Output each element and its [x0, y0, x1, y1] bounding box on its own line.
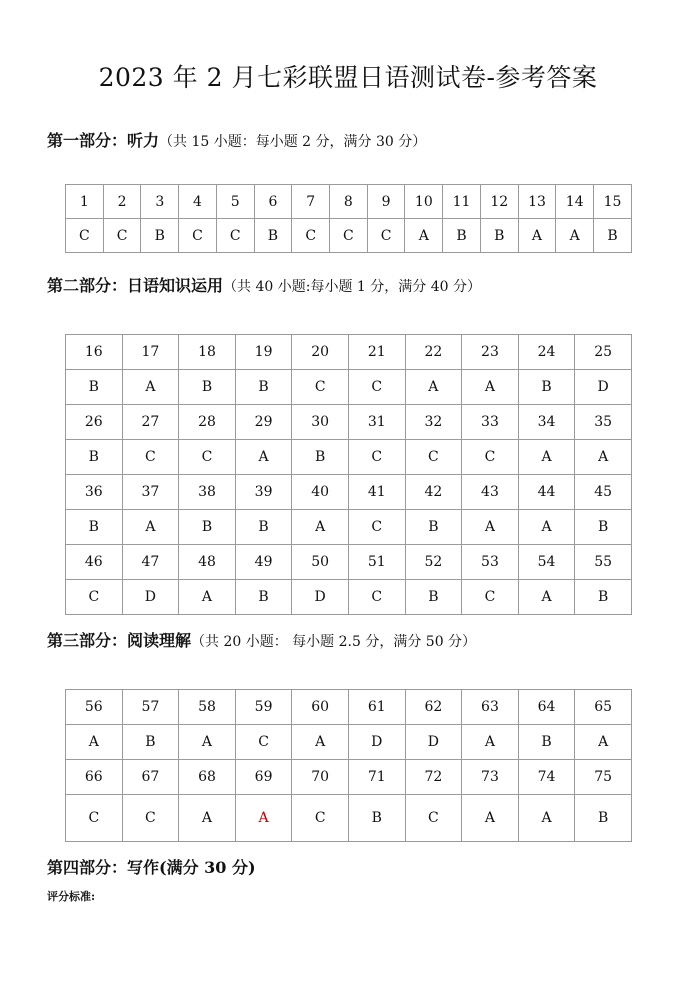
question-number-cell: 43 — [462, 475, 519, 510]
answer-cell: B — [405, 580, 462, 615]
answer-cell: D — [292, 580, 349, 615]
question-number-cell: 32 — [405, 405, 462, 440]
question-number-cell: 72 — [405, 760, 462, 795]
question-number-cell: 30 — [292, 405, 349, 440]
question-number-cell: 39 — [235, 475, 292, 510]
question-number-cell: 12 — [480, 185, 518, 219]
question-number-cell: 40 — [292, 475, 349, 510]
answer-cell: A — [405, 370, 462, 405]
question-number-cell: 48 — [179, 545, 236, 580]
section-3-title: 第三部分：阅读理解 — [47, 631, 192, 650]
question-number-cell: 36 — [66, 475, 123, 510]
section-1-heading — [47, 128, 426, 151]
answer-cell: A — [235, 440, 292, 475]
question-number-cell: 1 — [66, 185, 104, 219]
answer-cell: B — [405, 510, 462, 545]
question-number-cell: 26 — [66, 405, 123, 440]
section-3-heading — [47, 628, 476, 651]
question-number-cell: 11 — [443, 185, 481, 219]
question-number-row — [66, 545, 632, 580]
question-number-cell: 52 — [405, 545, 462, 580]
answer-cell: B — [235, 580, 292, 615]
knowledge-answer-table — [65, 334, 632, 615]
question-number-cell: 45 — [575, 475, 632, 510]
answer-cell: A — [179, 795, 236, 842]
answer-cell: B — [235, 510, 292, 545]
answer-cell: C — [405, 440, 462, 475]
question-number-cell: 28 — [179, 405, 236, 440]
question-number-cell: 23 — [462, 335, 519, 370]
section-2-title: 第二部分：日语知识运用 — [47, 276, 224, 295]
answer-cell: B — [179, 370, 236, 405]
question-number-cell: 50 — [292, 545, 349, 580]
answer-cell: B — [235, 370, 292, 405]
answer-cell: C — [330, 219, 368, 253]
answer-cell: C — [66, 580, 123, 615]
question-number-cell: 62 — [405, 690, 462, 725]
answer-cell: A — [518, 219, 556, 253]
question-number-cell: 18 — [179, 335, 236, 370]
answer-cell: B — [575, 510, 632, 545]
question-number-cell: 13 — [518, 185, 556, 219]
question-number-row — [66, 475, 632, 510]
question-number-cell: 69 — [235, 760, 292, 795]
listening-answer-table — [65, 184, 632, 253]
answer-cell: A — [66, 725, 123, 760]
answer-cell: B — [480, 219, 518, 253]
question-number-cell: 55 — [575, 545, 632, 580]
answer-cell: A — [122, 510, 179, 545]
question-number-cell: 47 — [122, 545, 179, 580]
answer-cell: C — [367, 219, 405, 253]
answer-cell: C — [122, 440, 179, 475]
question-number-cell: 27 — [122, 405, 179, 440]
answer-cell: C — [103, 219, 141, 253]
answer-row — [66, 370, 632, 405]
question-number-cell: 14 — [556, 185, 594, 219]
section-4-heading — [47, 855, 256, 878]
question-number-cell: 64 — [518, 690, 575, 725]
question-number-cell: 44 — [518, 475, 575, 510]
answer-cell: A — [575, 725, 632, 760]
question-number-cell: 35 — [575, 405, 632, 440]
answer-cell: A — [122, 370, 179, 405]
answer-cell: D — [405, 725, 462, 760]
question-number-cell: 21 — [348, 335, 405, 370]
answer-cell: A — [235, 795, 292, 842]
question-number-cell: 74 — [518, 760, 575, 795]
question-number-cell: 20 — [292, 335, 349, 370]
answer-cell: C — [292, 370, 349, 405]
answer-cell: B — [179, 510, 236, 545]
question-number-cell: 31 — [348, 405, 405, 440]
answer-cell: A — [292, 510, 349, 545]
question-number-cell: 19 — [235, 335, 292, 370]
answer-cell: B — [348, 795, 405, 842]
answer-cell: A — [556, 219, 594, 253]
answer-cell: A — [179, 725, 236, 760]
question-number-cell: 29 — [235, 405, 292, 440]
question-number-cell: 17 — [122, 335, 179, 370]
answer-cell: B — [594, 219, 632, 253]
section-2-heading — [47, 273, 481, 296]
answer-cell: B — [254, 219, 292, 253]
question-number-cell: 4 — [179, 185, 217, 219]
answer-cell: B — [122, 725, 179, 760]
section-3-note: （共 20 小题： 每小题 2.5 分，满分 50 分） — [191, 634, 477, 650]
answer-row — [66, 580, 632, 615]
answer-cell: C — [348, 440, 405, 475]
answer-cell: A — [292, 725, 349, 760]
question-number-cell: 38 — [179, 475, 236, 510]
answer-row — [66, 219, 632, 253]
question-number-row — [66, 760, 632, 795]
section-1-note: （共 15 小题：每小题 2 分，满分 30 分） — [159, 134, 427, 150]
answer-cell: C — [348, 370, 405, 405]
question-number-cell: 22 — [405, 335, 462, 370]
question-number-cell: 33 — [462, 405, 519, 440]
answer-cell: C — [462, 580, 519, 615]
section-1-title: 第一部分：听力 — [47, 131, 160, 150]
answer-cell: A — [462, 510, 519, 545]
question-number-cell: 6 — [254, 185, 292, 219]
question-number-cell: 10 — [405, 185, 443, 219]
question-number-cell: 66 — [66, 760, 123, 795]
question-number-cell: 63 — [462, 690, 519, 725]
reading-answer-table — [65, 689, 632, 842]
question-number-cell: 51 — [348, 545, 405, 580]
question-number-cell: 53 — [462, 545, 519, 580]
question-number-cell: 2 — [103, 185, 141, 219]
question-number-row — [66, 690, 632, 725]
answer-cell: B — [141, 219, 179, 253]
answer-cell: B — [443, 219, 481, 253]
question-number-cell: 61 — [348, 690, 405, 725]
question-number-cell: 15 — [594, 185, 632, 219]
question-number-cell: 59 — [235, 690, 292, 725]
answer-cell: B — [575, 795, 632, 842]
answer-cell: A — [518, 440, 575, 475]
answer-cell: C — [292, 219, 330, 253]
question-number-cell: 37 — [122, 475, 179, 510]
question-number-cell: 57 — [122, 690, 179, 725]
page-title: 2023 年 2 月七彩联盟日语测试卷-参考答案 — [98, 63, 598, 92]
answer-cell: A — [462, 370, 519, 405]
question-number-cell: 54 — [518, 545, 575, 580]
answer-cell: C — [179, 440, 236, 475]
question-number-cell: 60 — [292, 690, 349, 725]
answer-cell: A — [518, 795, 575, 842]
answer-cell: C — [405, 795, 462, 842]
question-number-cell: 5 — [216, 185, 254, 219]
answer-row — [66, 725, 632, 760]
answer-cell: C — [348, 510, 405, 545]
question-number-cell: 3 — [141, 185, 179, 219]
answer-row — [66, 510, 632, 545]
answer-cell: B — [518, 725, 575, 760]
answer-cell: D — [575, 370, 632, 405]
answer-cell: A — [518, 580, 575, 615]
answer-cell: C — [66, 219, 104, 253]
question-number-cell: 71 — [348, 760, 405, 795]
answer-row — [66, 795, 632, 842]
question-number-cell: 42 — [405, 475, 462, 510]
section-4-title: 第四部分：写作(满分 30 分) — [47, 858, 256, 877]
question-number-cell: 34 — [518, 405, 575, 440]
question-number-cell: 70 — [292, 760, 349, 795]
question-number-cell: 24 — [518, 335, 575, 370]
answer-cell: C — [235, 725, 292, 760]
answer-cell: B — [575, 580, 632, 615]
answer-cell: B — [66, 510, 123, 545]
question-number-cell: 9 — [367, 185, 405, 219]
question-number-row — [66, 335, 632, 370]
answer-cell: C — [348, 580, 405, 615]
answer-cell: C — [179, 219, 217, 253]
answer-cell: A — [462, 725, 519, 760]
answer-cell: A — [462, 795, 519, 842]
answer-cell: A — [575, 440, 632, 475]
answer-cell: C — [292, 795, 349, 842]
answer-cell: B — [66, 370, 123, 405]
question-number-cell: 67 — [122, 760, 179, 795]
question-number-row — [66, 185, 632, 219]
question-number-cell: 25 — [575, 335, 632, 370]
scoring-standard-label: 评分标准: — [47, 890, 96, 903]
section-2-note: （共 40 小题:每小题 1 分，满分 40 分） — [223, 279, 481, 295]
answer-cell: C — [462, 440, 519, 475]
question-number-cell: 46 — [66, 545, 123, 580]
question-number-cell: 65 — [575, 690, 632, 725]
answer-row — [66, 440, 632, 475]
answer-cell: C — [66, 795, 123, 842]
answer-cell: B — [66, 440, 123, 475]
question-number-cell: 41 — [348, 475, 405, 510]
question-number-cell: 7 — [292, 185, 330, 219]
question-number-cell: 49 — [235, 545, 292, 580]
answer-cell: A — [518, 510, 575, 545]
question-number-cell: 16 — [66, 335, 123, 370]
answer-cell: D — [122, 580, 179, 615]
answer-cell: C — [122, 795, 179, 842]
answer-cell: B — [518, 370, 575, 405]
answer-cell: D — [348, 725, 405, 760]
answer-cell: A — [179, 580, 236, 615]
answer-cell: B — [292, 440, 349, 475]
question-number-cell: 56 — [66, 690, 123, 725]
question-number-cell: 8 — [330, 185, 368, 219]
answer-cell: A — [405, 219, 443, 253]
question-number-cell: 58 — [179, 690, 236, 725]
question-number-cell: 68 — [179, 760, 236, 795]
question-number-cell: 75 — [575, 760, 632, 795]
answer-cell: C — [216, 219, 254, 253]
question-number-cell: 73 — [462, 760, 519, 795]
question-number-row — [66, 405, 632, 440]
